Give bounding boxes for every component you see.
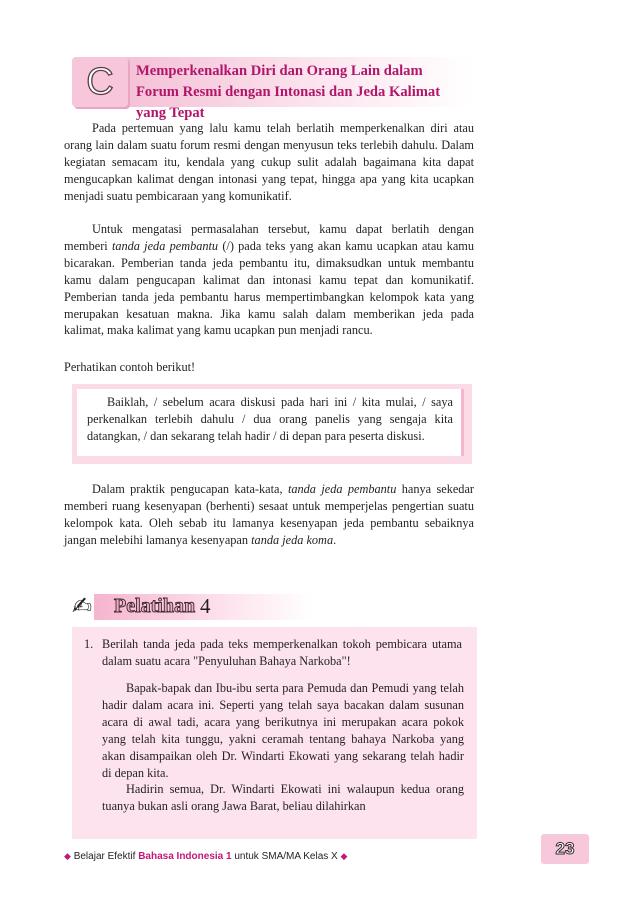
exercise-text-paragraph-1-content: Bapak-bapak dan Ibu-ibu serta para Pemuda dan Pemudi yang telah hadir dalam acara ini. Seperti yang telah saya bacakan dalam susunan acara di awal tadi, acara yang berikutnya ini merupakan acara pokok yang telah kita tunggu, yakni ceramah tentang bahaya Narkoba yang akan disampaikan oleh Dr. Windarti Ekowati yang sekarang telah hadir di depan kita. [102,681,464,780]
exercise-header-label: Pelatihan [114,595,196,617]
diamond-icon: ◆ [340,851,348,861]
term-tanda-jeda-koma: tanda jeda koma [251,532,334,547]
exercise-box [72,627,477,839]
paragraph-praktik [64,481,474,549]
exercise-text-paragraph-1 [102,680,464,781]
section-header [72,57,472,121]
paragraph-jeda-text-a: Untuk mengatasi permasalahan tersebut, kamu dapat berlatih dengan memberi [64,222,474,253]
paragraph-praktik-text-a: Dalam praktik pengucapan kata-kata, [92,482,288,496]
term-tanda-jeda-pembantu: tanda jeda pembantu [111,238,219,253]
paragraph-perhatikan [64,359,474,376]
exercise-header [72,592,312,620]
paragraph-praktik-text-b: hanya sekedar memberi ruang kesenyapan (berhenti) sesaat untuk memperjelas pengertian suatu kelompok kata. Oleh sebab itu lamanya kesenyapan jeda pembantu sebaiknya jangan melebihi lamanya kesenyapan [64,482,475,547]
pencil-icon: ✍ [72,592,93,620]
exercise-header-number: 4 [200,594,211,618]
term-tanda-jeda-pembantu-2: tanda jeda pembantu [287,482,397,496]
paragraph-intro-text: Pada pertemuan yang lalu kamu telah berlatih memperkenalkan diri atau orang lain dalam suatu forum resmi dengan menyusun teks terlebih dahulu. Dalam kegiatan semacam itu, kendala yang cukup sulit adalah bagaimana kita dapat mengucapkan kalimat dengan intonasi yang tepat, hingga apa yang kita ucapkan menjadi suatu pembicaraan yang komunikatif. [64,121,474,203]
paragraph-jeda-text-b: (/) pada teks yang akan kamu ucapkan atau kamu bicarakan. Pemberian tanda jeda pembantu itu, dimaksudkan untuk membantu kamu dalam pengucapan kalimat dan intonasi kamu tepat dan komunikatif. Pemberian tanda jeda pembantu harus mempertimbangkan kelompok kata yang merupakan kesatuan makna. Jika kamu salah dalam memberikan jeda pada kalimat, maka kalimat yang kamu ucapkan pun menjadi rancu. [64,238,475,338]
section-letter: C [86,61,114,103]
footer [64,849,347,864]
section-letter-box [72,57,128,107]
example-box [72,384,472,464]
exercise-instruction: Berilah tanda jeda pada teks memperkenalkan tokoh pembicara utama dalam suatu acara "Penyuluhan Bahaya Narkoba"! [102,637,462,668]
example-text [87,394,453,445]
paragraph-perhatikan-text: Perhatikan contoh berikut! [64,360,196,374]
example-text-content: Baiklah, / sebelum acara diskusi pada hari ini / kita mulai, / saya perkenalkan terlebih dahulu / dua orang panelis yang sengaja kita datangkan, / dan sekarang telah hadir / di depan para peserta diskusi. [87,395,453,443]
page-number: 23 [555,839,575,858]
footer-suffix: untuk SMA/MA Kelas X [234,851,338,862]
paragraph-praktik-text-c: . [333,532,337,547]
exercise-text-paragraph-2 [102,781,464,815]
section-title: Memperkenalkan Diri dan Orang Lain dalam Forum Resmi dengan Intonasi dan Jeda Kalimat yang Tepat [136,63,441,121]
paragraph-intro [64,120,474,205]
page-number-box [541,834,589,864]
exercise-item-number: 1. [84,637,94,651]
paragraph-jeda [64,221,474,339]
footer-prefix: Belajar Efektif [73,851,136,862]
footer-book-title: Bahasa Indonesia 1 [138,851,232,862]
example-box-inner [77,389,464,456]
exercise-text-paragraph-2-content: Hadirin semua, Dr. Windarti Ekowati ini walaupun kedua orang tuanya bukan asli orang Jawa Barat, beliau dilahirkan [102,782,464,813]
diamond-icon: ◆ [64,851,71,861]
